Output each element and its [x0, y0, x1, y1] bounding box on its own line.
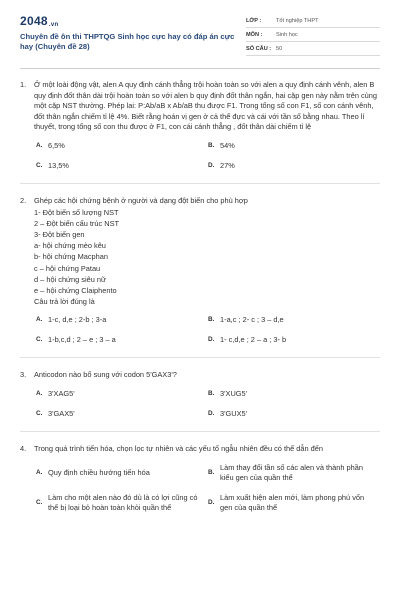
question-text: Trong quá trình tiến hóa, chọn lọc tự nhiên và các yếu tố ngẫu nhiên đều có thể dẫn đến	[34, 443, 324, 453]
option-text: 3'XAG5'	[48, 388, 75, 398]
option-text: 1- c,d,e ; 2 – a ; 3- b	[220, 335, 287, 345]
option-letter: B.	[208, 141, 215, 149]
question-2-options	[36, 315, 380, 345]
question-number: 2.	[20, 195, 27, 205]
question-2-head	[20, 196, 380, 207]
document-header	[20, 14, 380, 64]
option-text: 13,5%	[48, 160, 69, 170]
question-3-head	[20, 370, 380, 381]
logo-domain: .vn	[48, 22, 59, 28]
option-d[interactable]	[208, 493, 380, 513]
option-c[interactable]	[36, 409, 208, 419]
question-divider	[20, 183, 380, 184]
option-letter: A.	[36, 316, 43, 324]
option-text: Làm xuất hiện alen mới, làm phong phú vốn gen của quần thể	[220, 492, 365, 512]
question-1	[20, 80, 380, 171]
meta-key: MÔN :	[246, 31, 263, 38]
option-text: 1-c, d,e ; 2-b ; 3-a	[48, 315, 107, 325]
option-text: 3'XUG5'	[220, 388, 248, 398]
option-d[interactable]	[208, 409, 380, 419]
question-number: 4.	[20, 443, 27, 453]
question-number: 3.	[20, 370, 27, 380]
question-line: 2 – Đột biến cấu trúc NST	[34, 218, 120, 228]
option-text: 54%	[220, 140, 235, 150]
option-letter: B.	[208, 389, 215, 397]
option-text: Làm thay đổi tần số các alen và thành phần kiểu gen của quần thể	[220, 462, 363, 482]
question-line: a- hội chứng mèo kêu	[34, 241, 106, 251]
option-letter: D.	[208, 161, 215, 169]
meta-key: SỐ CÂU :	[246, 45, 272, 52]
option-b[interactable]	[208, 389, 380, 399]
question-line: e – hội chứng Claiphento	[34, 285, 117, 295]
option-letter: C.	[36, 409, 43, 417]
option-c[interactable]	[36, 493, 208, 513]
meta-value: 50	[276, 45, 283, 52]
option-text: 3'GAX5'	[48, 408, 75, 418]
question-line: b- hội chứng Macphan	[34, 252, 108, 262]
question-1-options	[36, 141, 380, 171]
option-b[interactable]	[208, 463, 380, 483]
option-letter: A.	[36, 468, 43, 476]
question-line: c – hội chứng Patau	[34, 263, 101, 273]
header-divider	[20, 68, 380, 69]
option-b[interactable]	[208, 141, 380, 151]
option-text: 3'GUX5'	[220, 408, 248, 418]
option-a[interactable]	[36, 389, 208, 399]
meta-row-subject	[246, 28, 380, 42]
meta-row-class	[246, 14, 380, 28]
option-a[interactable]	[36, 315, 208, 325]
meta-value: Sinh học	[276, 31, 298, 38]
document-title: Chuyên đề ôn thi THPTQG Sinh học cực hay có đáp án cực hay (Chuyên đề 28)	[20, 32, 235, 51]
option-text: 1-b,c,d ; 2 – e ; 3 – a	[48, 335, 116, 345]
option-text: Quy định chiều hướng tiến hóa	[48, 467, 150, 477]
option-c[interactable]	[36, 335, 208, 345]
option-d[interactable]	[208, 161, 380, 171]
meta-key: LỚP :	[246, 17, 262, 24]
question-text: Ở một loài động vật, alen A quy định cánh thẳng trội hoàn toàn so với alen a quy định cánh vênh, alen B quy định đốt thân dài trội hoàn toàn so với alen b quy định đốt thân ngắn, hai cặp gen này nằm trên cùng một cặp NST thường. Phép lai: P:Ab/aB x Ab/aB thu được F1. Trong tổng số con F1, số con cánh vênh, đốt thân ngắn chiếm tỉ lệ 4%. Biết rằng hoán vị gen ở cả thể đực và cái với tần số bằng nhau. Theo lí thuyết, trong tổng số con thu được ở F1, con cái cánh thẳng , đốt thân dài chiếm tỉ lệ	[34, 80, 378, 132]
option-text: 6,5%	[48, 140, 65, 150]
option-letter: A.	[36, 141, 43, 149]
option-letter: B.	[208, 316, 215, 324]
option-letter: D.	[208, 498, 215, 506]
question-2	[20, 196, 380, 345]
site-logo[interactable]	[20, 14, 58, 28]
option-a[interactable]	[36, 141, 208, 151]
question-divider	[20, 431, 380, 432]
option-letter: C.	[36, 336, 43, 344]
question-list	[20, 80, 380, 513]
question-number: 1.	[20, 80, 27, 89]
meta-value: Tốt nghiệp THPT	[276, 17, 319, 24]
option-text: 27%	[220, 160, 235, 170]
document-meta	[246, 14, 380, 56]
question-line: Câu trả lời đúng là	[34, 297, 95, 307]
question-3	[20, 370, 380, 419]
question-line: d – hội chứng siêu nữ	[34, 274, 106, 284]
option-text: 1-a,c ; 2- c ; 3 – d,e	[220, 315, 284, 325]
question-text: Anticodon nào bổ sung với codon 5'GAX3'?	[34, 370, 177, 380]
question-3-options	[36, 389, 380, 419]
question-divider	[20, 357, 380, 358]
question-4-head	[20, 444, 380, 455]
option-a[interactable]	[36, 463, 208, 483]
option-d[interactable]	[208, 335, 380, 345]
option-c[interactable]	[36, 161, 208, 171]
meta-row-count	[246, 42, 380, 56]
question-2-lines	[34, 207, 380, 308]
option-letter: D.	[208, 336, 215, 344]
option-b[interactable]	[208, 315, 380, 325]
question-line: 1- Đột biến số lượng NST	[34, 207, 119, 217]
question-4-options	[36, 463, 380, 513]
question-1-head	[20, 80, 380, 133]
option-text: Làm cho một alen nào đó dù là có lợi cũng có thể bị loại bỏ hoàn toàn khỏi quần thể	[48, 492, 198, 512]
option-letter: C.	[36, 161, 43, 169]
logo-main: 2048	[20, 14, 48, 28]
question-4	[20, 444, 380, 513]
option-letter: A.	[36, 389, 43, 397]
option-letter: D.	[208, 409, 215, 417]
question-line: 3- Đột biến gen	[34, 229, 85, 239]
option-letter: B.	[208, 468, 215, 476]
question-text: Ghép các hội chứng bệnh ở người và dạng đột biến cho phù hợp	[34, 195, 248, 205]
option-letter: C.	[36, 498, 43, 506]
